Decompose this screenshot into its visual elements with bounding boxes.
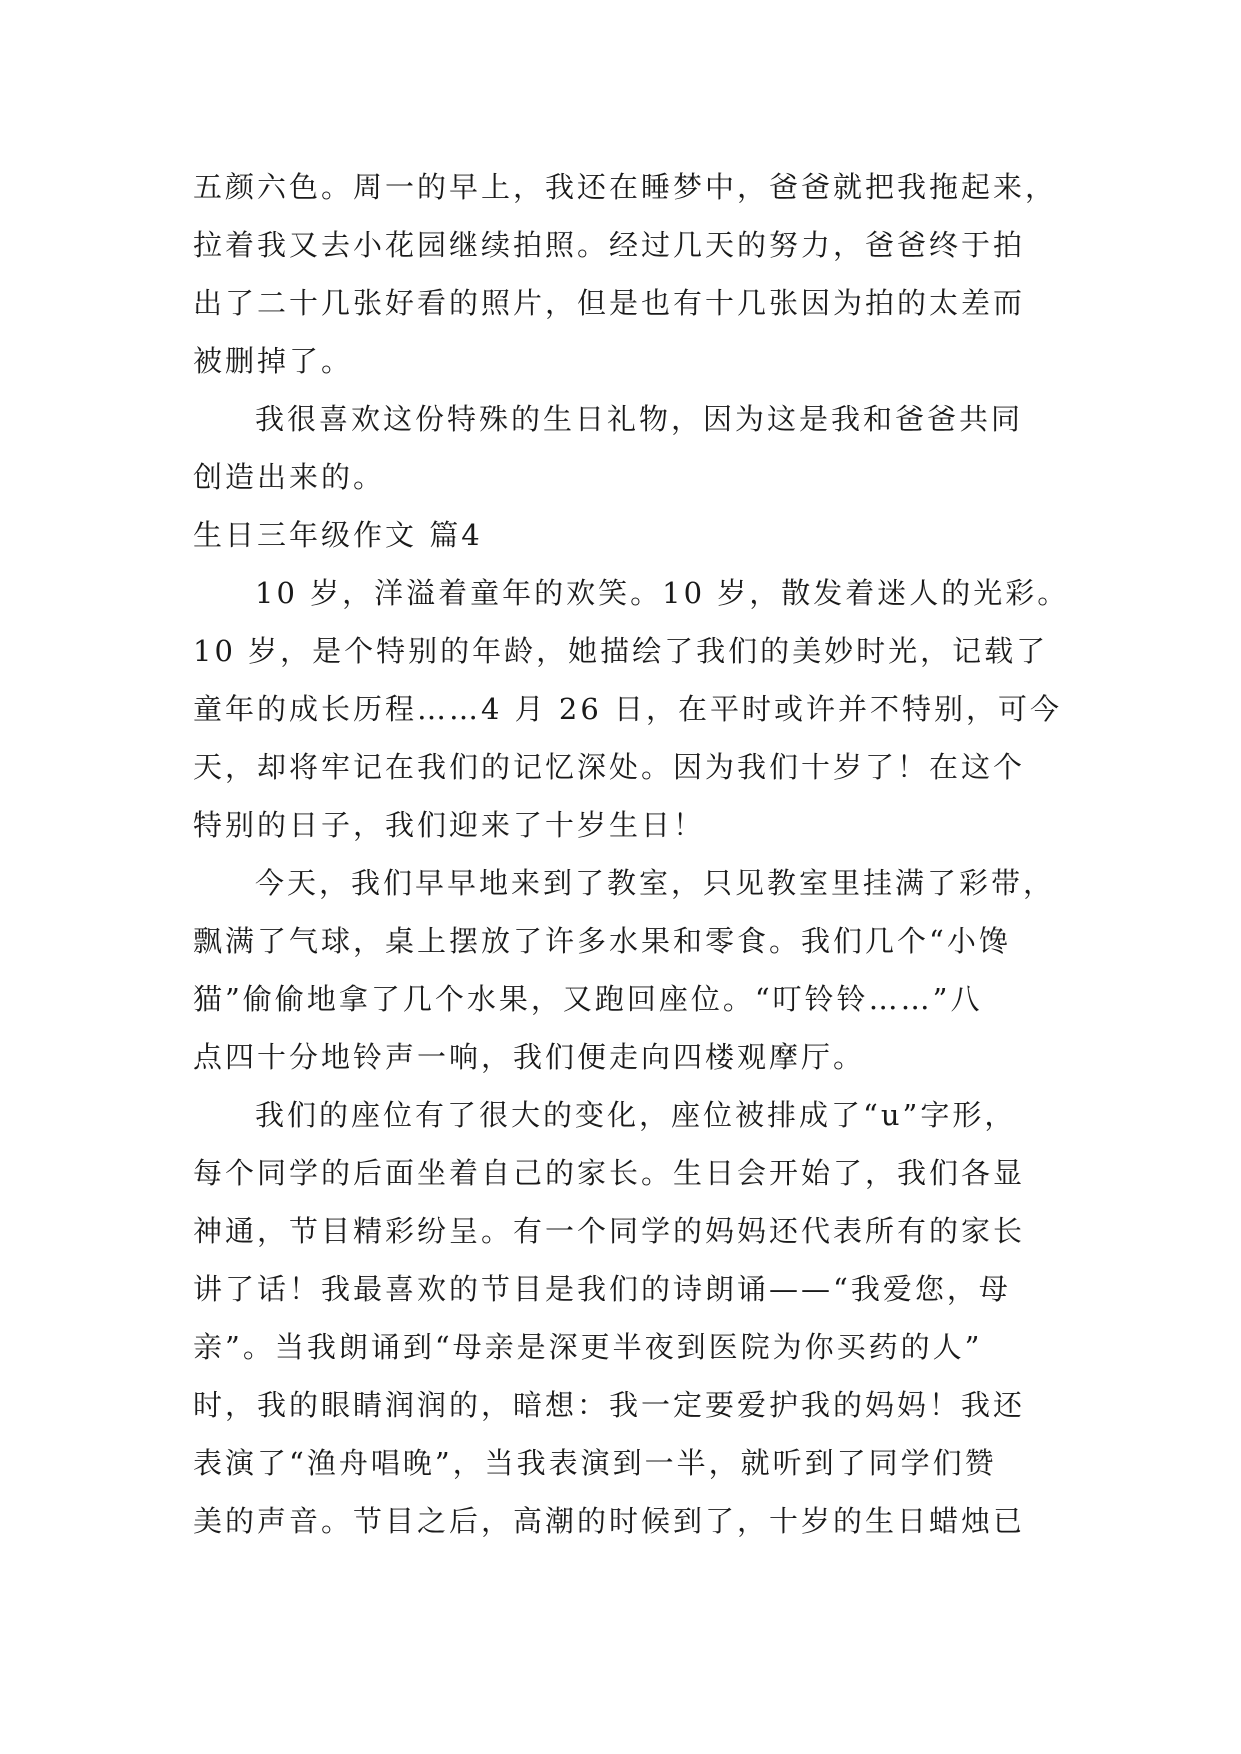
text-line: 点四十分地铃声一响，我们便走向四楼观摩厅。: [193, 1040, 866, 1074]
text-line: 讲了话！我最喜欢的节目是我们的诗朗诵——“我爱您，母: [193, 1272, 1011, 1306]
text-line: 猫”偷偷地拿了几个水果，又跑回座位。“叮铃铃……”八: [193, 982, 983, 1016]
text-line: 童年的成长历程……4 月 26 日，在平时或许并不特别，可今: [193, 692, 1063, 726]
text-line: 亲”。当我朗诵到“母亲是深更半夜到医院为你买药的人”: [193, 1330, 983, 1364]
text-line: 表演了“渔舟唱晚”，当我表演到一半，就听到了同学们赞: [193, 1446, 997, 1480]
text-line: 拉着我又去小花园继续拍照。经过几天的努力，爸爸终于拍: [193, 228, 1026, 262]
paragraph-start-line: 我很喜欢这份特殊的生日礼物，因为这是我和爸爸共同: [255, 402, 1024, 436]
text-line: 出了二十几张好看的照片，但是也有十几张因为拍的太差而: [193, 286, 1026, 320]
text-line: 每个同学的后面坐着自己的家长。生日会开始了，我们各显: [193, 1156, 1026, 1190]
paragraph-start-line: 我们的座位有了很大的变化，座位被排成了“u”字形，: [255, 1098, 1017, 1132]
text-line: 时，我的眼睛润润的，暗想：我一定要爱护我的妈妈！我还: [193, 1388, 1026, 1422]
text-line: 五颜六色。周一的早上，我还在睡梦中，爸爸就把我拖起来，: [193, 170, 1058, 204]
paragraph-start-line: 10 岁，洋溢着童年的欢笑。10 岁，散发着迷人的光彩。: [255, 576, 1070, 610]
text-line: 特别的日子，我们迎来了十岁生日！: [193, 808, 706, 842]
text-line: 美的声音。节目之后，高潮的时候到了，十岁的生日蜡烛已: [193, 1504, 1026, 1538]
text-line: 飘满了气球，桌上摆放了许多水果和零食。我们几个“小馋: [193, 924, 1011, 958]
text-line: 10 岁，是个特别的年龄，她描绘了我们的美妙时光，记载了: [193, 634, 1049, 668]
paragraph-start-line: 今天，我们早早地来到了教室，只见教室里挂满了彩带，: [255, 866, 1056, 900]
text-line: 创造出来的。: [193, 460, 386, 494]
section-heading: 生日三年级作文 篇4: [193, 518, 483, 552]
text-line: 天，却将牢记在我们的记忆深处。因为我们十岁了！在这个: [193, 750, 1026, 784]
text-line: 神通，节目精彩纷呈。有一个同学的妈妈还代表所有的家长: [193, 1214, 1026, 1248]
text-line: 被删掉了。: [193, 344, 354, 378]
